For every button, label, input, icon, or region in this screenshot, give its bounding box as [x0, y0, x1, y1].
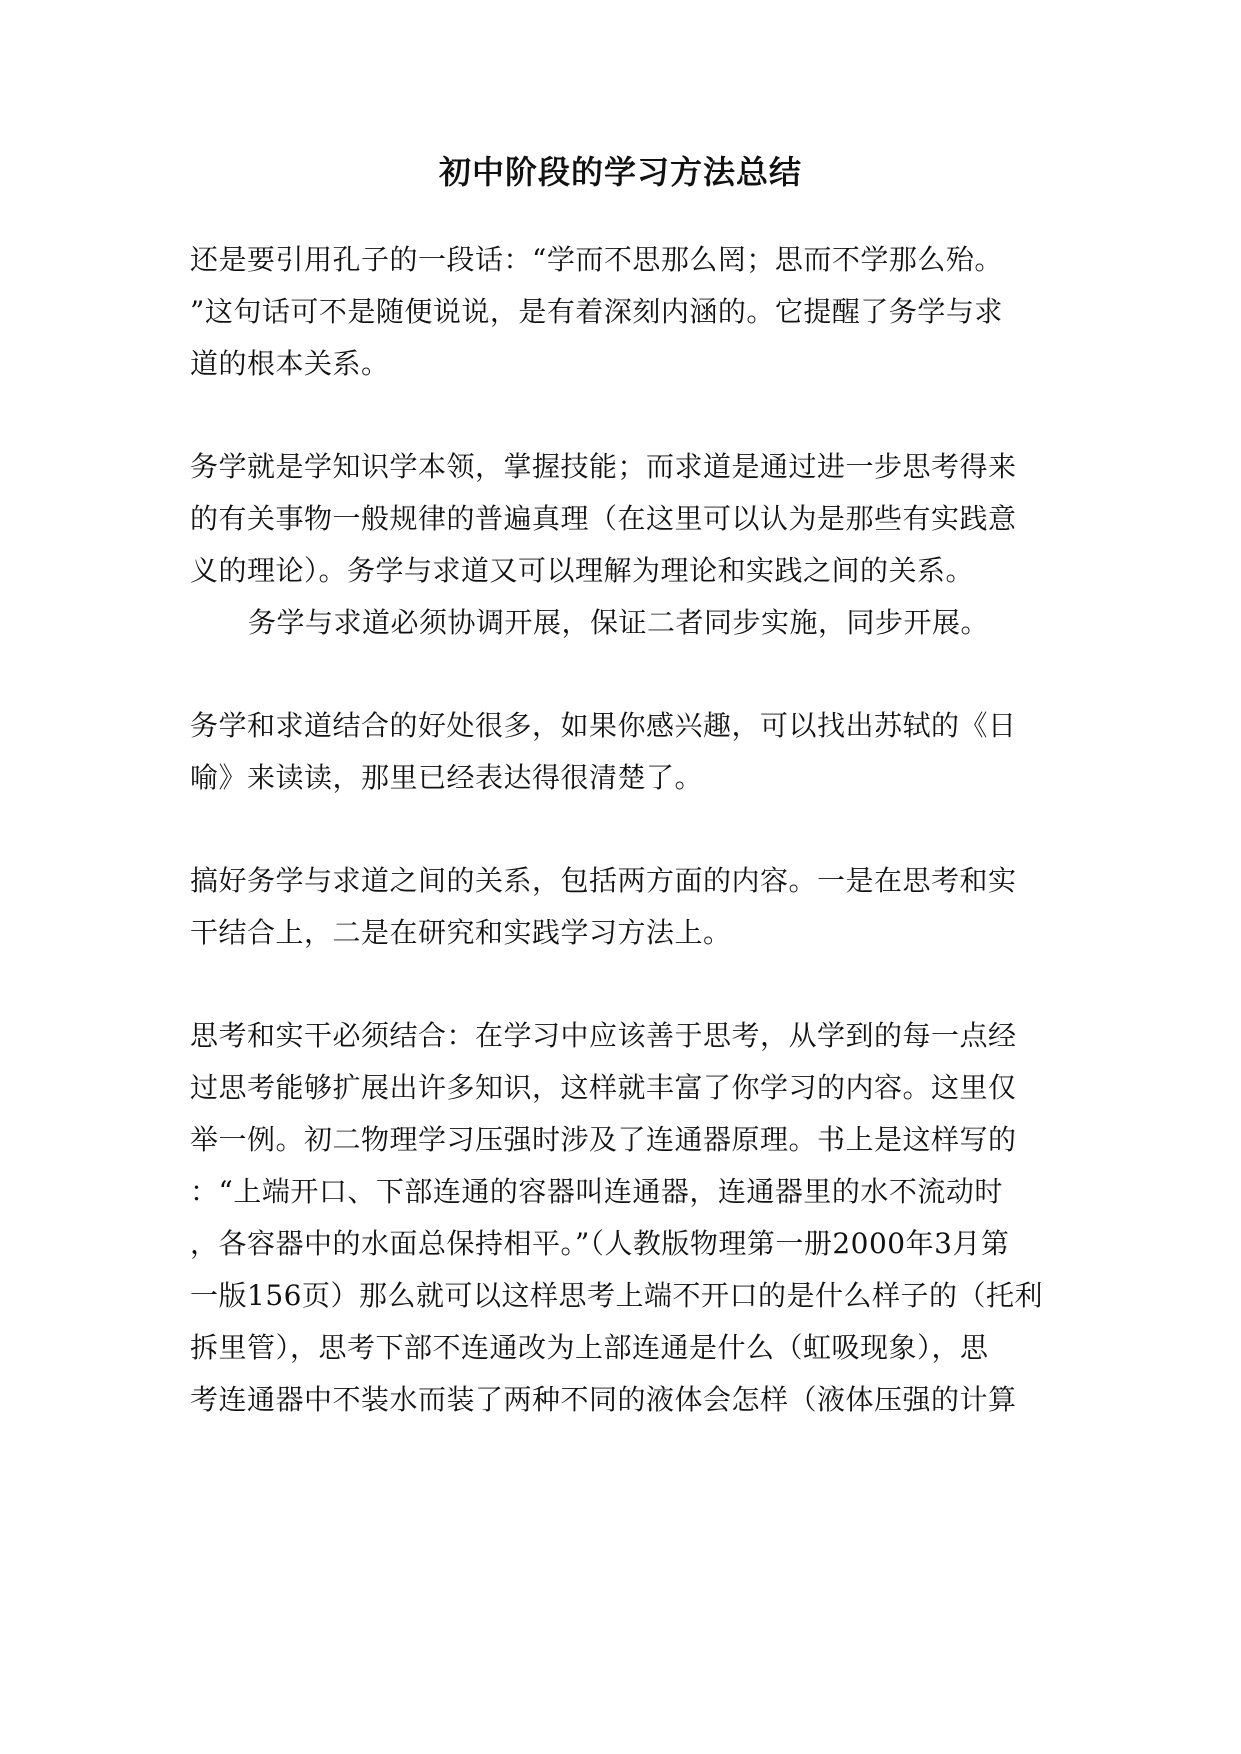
paragraph-2-line-2: 的有关事物一般规律的普遍真理（在这里可以认为是那些有实践意	[190, 502, 1017, 535]
paragraph-6-line-1: 思考和实干必须结合：在学习中应该善于思考，从学到的每一点经	[190, 1019, 1017, 1052]
paragraph-6-line-8: 考连通器中不装水而装了两种不同的液体会怎样（液体压强的计算	[190, 1383, 1017, 1416]
paragraph-6-line-3: 举一例。初二物理学习压强时涉及了连通器原理。书上是这样写的	[190, 1123, 1017, 1156]
paragraph-1-line-3: 道的根本关系。	[190, 347, 390, 380]
document-title: 初中阶段的学习方法总结	[438, 153, 802, 191]
paragraph-6-line-7: 拆里管），思考下部不连通改为上部连通是什么（虹吸现象），思	[190, 1331, 989, 1364]
paragraph-3-line-1: 务学与求道必须协调开展，保证二者同步实施，同步开展。	[248, 606, 990, 639]
paragraph-6-line-4: ：“上端开口、下部连通的容器叫连通器，连通器里的水不流动时	[190, 1175, 1003, 1208]
paragraph-6-line-5: ，各容器中的水面总保持相平。”（人教版物理第一册2000年3月第	[190, 1227, 1010, 1260]
paragraph-5-line-1: 搞好务学与求道之间的关系，包括两方面的内容。一是在思考和实	[190, 864, 1017, 897]
paragraph-2-line-1: 务学就是学知识学本领，掌握技能；而求道是通过进一步思考得来	[190, 450, 1017, 483]
paragraph-4-line-1: 务学和求道结合的好处很多，如果你感兴趣，可以找出苏轼的《日	[190, 709, 1017, 742]
paragraph-1-line-1: 还是要引用孔子的一段话：“学而不思那么罔；思而不学那么殆。	[190, 243, 1003, 276]
paragraph-5-line-2: 干结合上，二是在研究和实践学习方法上。	[190, 916, 732, 949]
paragraph-4-line-2: 喻》来读读，那里已经表达得很清楚了。	[190, 761, 704, 794]
paragraph-1-line-2: ”这句话可不是随便说说，是有着深刻内涵的。它提醒了务学与求	[190, 295, 1003, 328]
paragraph-6-line-2: 过思考能够扩展出许多知识，这样就丰富了你学习的内容。这里仅	[190, 1071, 1017, 1104]
paragraph-6-line-6: 一版156页）那么就可以这样思考上端不开口的是什么样子的（托利	[190, 1279, 1043, 1312]
paragraph-2-line-3: 义的理论）。务学与求道又可以理解为理论和实践之间的关系。	[190, 554, 975, 587]
